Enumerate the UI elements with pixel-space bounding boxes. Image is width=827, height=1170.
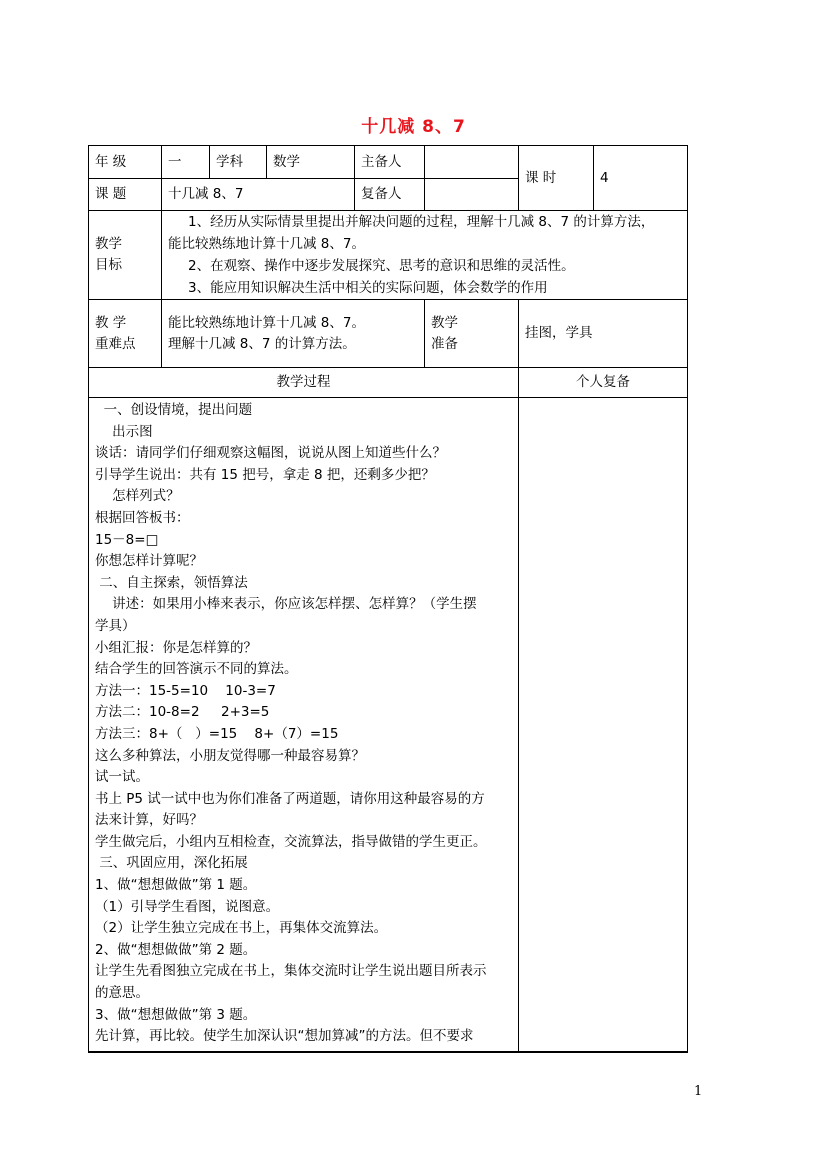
prep-label	[425, 300, 519, 368]
process-line: 让学生先看图独立完成在书上，集体交流时让学生说出题目所表示	[95, 963, 487, 980]
difficulty-label-1: 教 学	[95, 314, 127, 331]
goals-label	[89, 211, 162, 300]
row-grade	[89, 146, 688, 179]
prep-label-2: 准备	[431, 335, 458, 352]
difficulty-line: 能比较熟练地计算十几减 8、7。	[168, 314, 365, 331]
process-line: 这么多种算法，小朋友觉得哪一种最容易算？	[95, 747, 365, 764]
process-line: 学生做完后，小组内互相检查，交流算法，指导做错的学生更正。	[95, 833, 487, 850]
difficulty-line: 理解十几减 8、7 的计算方法。	[168, 335, 356, 352]
prep-value: 挂图，学具	[519, 300, 688, 368]
process-line: 根据回答板书：	[95, 509, 190, 526]
grade-label: 年 级	[89, 146, 162, 179]
goal-line: 能比较熟练地计算十几减 8、7。	[168, 236, 365, 252]
process-lines	[95, 400, 512, 1048]
difficulty-label-2: 重难点	[95, 335, 136, 352]
process-line: （1）引导学生看图，说图意。	[95, 898, 280, 915]
reviewer-label: 复备人	[355, 179, 425, 211]
process-content	[89, 398, 519, 1052]
personal-notes	[519, 398, 688, 1052]
process-line: 怎样列式？	[95, 488, 180, 505]
process-line: 小组汇报：你是怎样算的？	[95, 639, 257, 656]
process-line: 试一试。	[95, 769, 149, 786]
process-line: 三、巩固应用，深化拓展	[95, 855, 248, 872]
period-value: 4	[594, 146, 688, 211]
goal-line: 2、在观察、操作中逐步发展探究、思考的意识和思维的灵活性。	[188, 258, 575, 274]
subject-value: 数学	[267, 146, 355, 179]
row-process-header	[89, 368, 688, 398]
page-title: 十几减 8、7	[361, 117, 466, 137]
process-line: 书上 P5 试一试中也为你们准备了两道题，请你用这种最容易的方	[95, 790, 485, 807]
process-line: 出示图	[95, 423, 153, 440]
prep-label-1: 教学	[431, 314, 458, 331]
subject-label: 学科	[210, 146, 267, 179]
preparer-label: 主备人	[355, 146, 425, 179]
process-line: 法来计算，好吗？	[95, 812, 203, 829]
process-line: 结合学生的回答演示不同的算法。	[95, 661, 298, 678]
page-number: 1	[694, 1084, 703, 1099]
process-line: 一、创设情境，提出问题	[95, 402, 253, 418]
process-line: 引导学生说出：共有 15 把号，拿走 8 把，还剩多少把？	[95, 466, 435, 483]
process-line: 谈话：请同学们仔细观察这幅图，说说从图上知道些什么？	[95, 445, 446, 462]
process-line: 先计算，再比较。使学生加深认识“想加算减”的方法。但不要求	[95, 1028, 474, 1045]
goals-label-2: 目标	[95, 257, 122, 273]
process-line: 3、做“想想做做”第 3 题。	[95, 1006, 257, 1023]
process-line: 方法三：8+（ ）=15 8+（7）=15	[95, 725, 339, 742]
process-header: 教学过程	[89, 368, 519, 398]
difficulty-content	[162, 300, 425, 368]
grade-value: 一	[162, 146, 210, 179]
row-difficulty	[89, 300, 688, 368]
process-line: 1、做“想想做做”第 1 题。	[95, 877, 257, 894]
process-line: （2）让学生独立完成在书上，再集体交流算法。	[95, 920, 388, 937]
goals-content	[162, 211, 688, 300]
process-line: 二、自主探索，领悟算法	[95, 574, 248, 591]
topic-label: 课 题	[89, 179, 162, 211]
personal-header: 个人复备	[519, 368, 688, 398]
process-line: 你想怎样计算呢？	[95, 553, 203, 570]
row-process	[89, 398, 688, 1052]
reviewer-value	[425, 179, 519, 211]
preparer-value	[425, 146, 519, 179]
row-goals	[89, 211, 688, 300]
goals-label-1: 教学	[95, 236, 122, 252]
process-line: 2、做“想想做做”第 2 题。	[95, 941, 257, 958]
process-line: 方法二：10-8=2 2+3=5	[95, 704, 270, 721]
process-line: 学具）	[95, 617, 136, 634]
goal-line: 3、能应用知识解决生活中相关的实际问题，体会数学的作用	[188, 280, 548, 296]
period-label: 课 时	[519, 146, 594, 211]
topic-value: 十几减 8、7	[162, 179, 355, 211]
difficulty-label	[89, 300, 162, 368]
goal-line: 1、经历从实际情景里提出并解决问题的过程，理解十几减 8、7 的计算方法，	[188, 214, 655, 230]
process-line: 15－8=□	[95, 531, 159, 548]
process-line: 的意思。	[95, 985, 149, 1002]
lesson-plan-table	[88, 145, 688, 1053]
process-line: 讲述：如果用小棒来表示，你应该怎样摆、怎样算？（学生摆	[95, 596, 477, 613]
process-line: 方法一：15-5=10 10-3=7	[95, 682, 276, 699]
